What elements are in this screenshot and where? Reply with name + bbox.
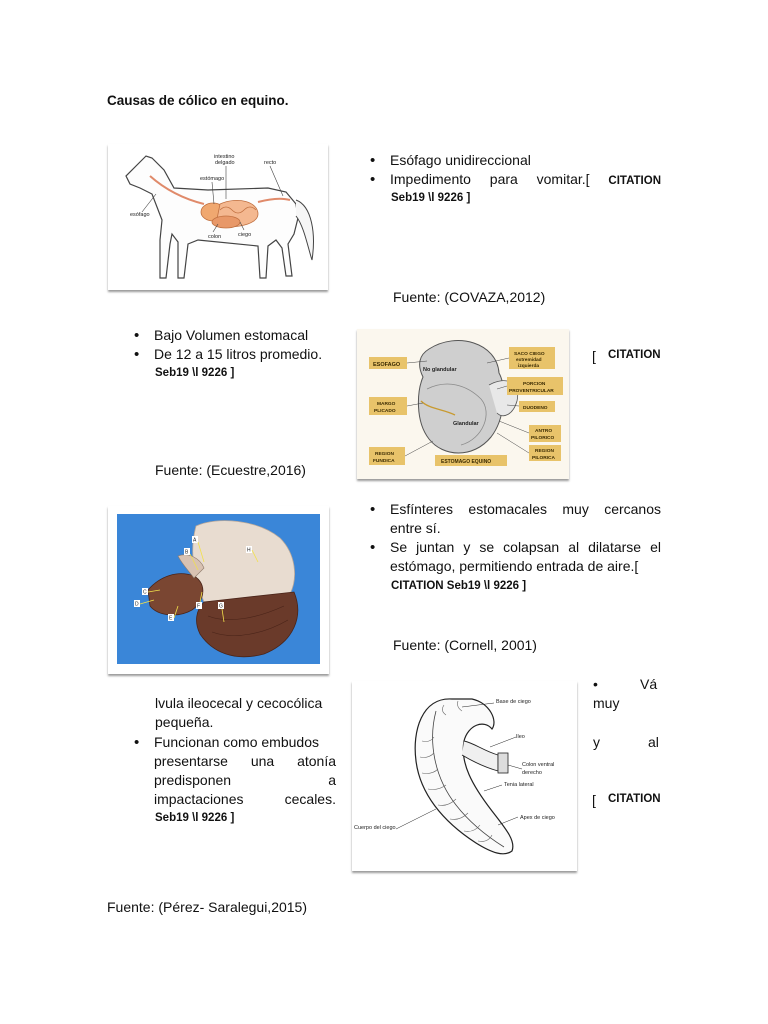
label-delgado: delgado: [215, 160, 235, 166]
citation-seb19-2: Seb19 \l 9226 ]: [155, 367, 235, 379]
section3-bullets: [368, 500, 661, 576]
section2-bullets: [132, 326, 342, 364]
stomach-diagram: [357, 329, 569, 479]
label-saco-ciego-1: SACO CIEGO: [514, 352, 545, 357]
label-margo-2: PLICADO: [374, 409, 396, 414]
bullet-esofago: • Esófago unidireccional: [368, 151, 661, 170]
label-duodeno: DUODENO: [523, 406, 548, 411]
right-word-va: Vá: [640, 676, 658, 692]
embudos-line-2: presentarse una atonía: [154, 753, 336, 769]
bullet-esfinteres: • Esfínteres estomacales muy cercanos entre sí.: [368, 500, 661, 538]
photo-letter-f: F: [197, 603, 201, 610]
embudos-line-3: predisponen a: [154, 772, 336, 788]
label-margo-1: MARGO: [377, 402, 396, 407]
label-saco-ciego-2: extremidad: [516, 358, 542, 363]
label-region-fun-2: FUNDICA: [373, 459, 395, 464]
label-tenia: Tenia lateral: [504, 782, 534, 788]
document-title: Causas de cólico en equino.: [107, 93, 289, 108]
photo-letter-c: C: [143, 589, 147, 596]
label-antro-1: ANTRO: [535, 429, 553, 434]
label-colon-2: derecho: [522, 770, 542, 776]
label-cuerpo: Cuerpo del ciego: [354, 825, 396, 831]
label-base-ciego: Base de ciego: [496, 699, 531, 705]
label-ileo: Ileo: [516, 734, 525, 740]
bullet-vomitar: [368, 170, 661, 191]
label-colon: colon: [208, 234, 222, 240]
label-intestino: intestino: [214, 154, 235, 160]
bullet-vomitar-text: Impedimento para vomitar.[: [390, 171, 609, 187]
photo-letter-g: G: [219, 603, 223, 610]
label-esofago: esófago: [130, 212, 150, 218]
citation-word: CITATION: [608, 175, 661, 187]
source-ecuestre: Fuente: (Ecuestre,2016): [155, 462, 306, 478]
right-word-y: y: [593, 734, 600, 750]
section1-bullets: [368, 151, 661, 191]
label-estomago-equino: ESTOMAGO EQUINO: [441, 459, 492, 465]
citation-bracket-right-2: [: [592, 348, 596, 364]
right-word-muy: muy: [593, 695, 620, 711]
photo-letter-h: H: [247, 547, 251, 554]
label-region-pil-1: REGION: [535, 449, 554, 454]
section4-bullets: [132, 733, 336, 809]
label-antro-2: PILORICO: [531, 436, 555, 441]
label-porcion-2: PROVENTRICULAR: [509, 389, 554, 394]
bullet-bajo-volumen: • Bajo Volumen estomacal: [132, 326, 342, 345]
label-no-glandular: No glandular: [423, 367, 457, 373]
source-cornell: Fuente: (Cornell, 2001): [393, 637, 537, 653]
label-estomago: estómago: [200, 176, 225, 182]
para-ileocecal: lvula ileocecal y cecocólica: [155, 695, 323, 711]
stomach-photo: [108, 506, 329, 674]
bullet-litros: • De 12 a 15 litros promedio.: [132, 345, 342, 364]
source-perez-saralegui: Fuente: (Pérez- Saralegui,2015): [107, 899, 307, 915]
label-glandular: Glandular: [453, 421, 479, 427]
right-bracket-4: [: [592, 792, 596, 808]
citation-word-right-2: CITATION: [608, 349, 661, 361]
label-region-fun-1: REGION: [375, 452, 394, 457]
label-ciego: ciego: [238, 232, 252, 238]
label-colon-1: Colon ventral: [522, 762, 555, 768]
photo-letter-a: A: [193, 537, 197, 544]
photo-letter-b: B: [185, 549, 189, 556]
label-recto: recto: [264, 160, 277, 166]
para-pequena: pequeña.: [155, 714, 214, 730]
right-word-al: al: [648, 734, 659, 750]
embudos-line-4: impactaciones cecales.: [154, 791, 336, 807]
bullet-embudos: [132, 733, 336, 809]
label-apex: Apex de ciego: [520, 815, 555, 821]
photo-letter-e: E: [169, 615, 173, 622]
bullet-dot-va: •: [593, 676, 598, 692]
label-region-pil-2: PILORICA: [532, 456, 555, 461]
citation-seb19-3: CITATION Seb19 \l 9226 ]: [391, 580, 527, 592]
right-citation-4: CITATION: [608, 793, 661, 805]
photo-letter-d: D: [135, 601, 139, 608]
cecum-diagram: [352, 681, 577, 871]
label-saco-ciego-3: izquierda: [518, 364, 540, 369]
citation-seb19-4: Seb19 \l 9226 ]: [155, 812, 235, 824]
embudos-line-1: • Funcionan como embudos: [154, 734, 319, 750]
citation-seb19-1: Seb19 \l 9226 ]: [391, 192, 471, 204]
label-porcion-1: PORCION: [523, 382, 546, 387]
bullet-colapsan: • Se juntan y se colapsan al dilatarse el estómago, permitiendo entrada de aire.[: [368, 538, 661, 576]
horse-digestive-diagram: [108, 144, 328, 290]
source-covaza: Fuente: (COVAZA,2012): [393, 289, 546, 305]
label-esofago-box: ESOFAGO: [373, 362, 401, 368]
